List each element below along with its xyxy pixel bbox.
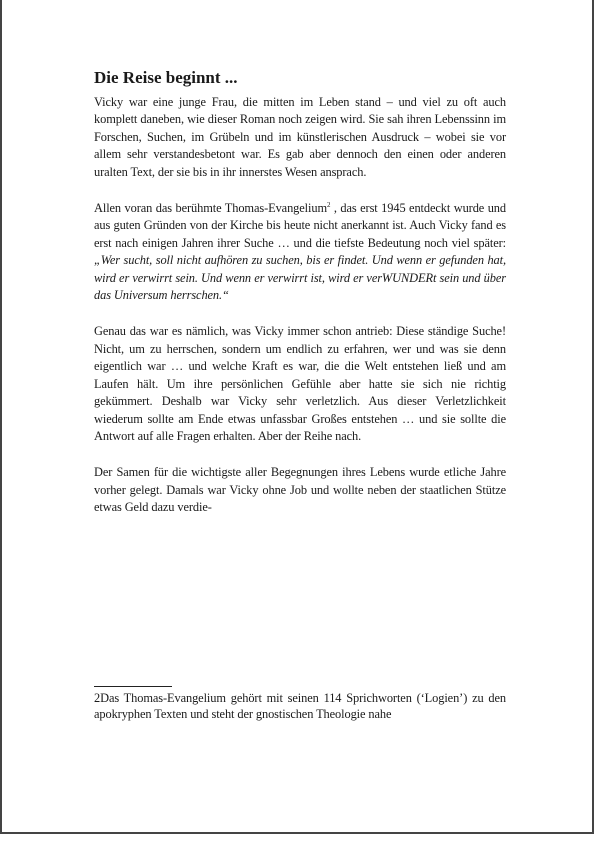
- footnote-reference: 2: [327, 200, 331, 209]
- paragraph-2: [94, 200, 506, 304]
- page-body: [94, 68, 506, 517]
- chapter-heading: Die Reise beginnt ...: [94, 68, 238, 87]
- footnote-divider: [94, 686, 172, 687]
- paragraph-3: Genau das war es nämlich, was Vicky immer schon antrieb: Diese ständige Suche! Nicht, um zu herrschen, sondern um endlich zu erfahren, wer und was sie denn eigentlich war … und welche Kraft es war, die die Welt entstehen ließ und am Laufen hält. Um ihre persönlichen Gefühle aber hatte sie sich nie richtig gekümmert. Deshalb war Vicky sehr verletzlich. Aus dieser Verletzlichkeit wiederum sollte am Ende etwas unfassbar Großes entstehen … und sie sollte die Antwort auf alle Fragen erhalten. Aber der Reihe nach.: [94, 324, 506, 443]
- gospel-quote: „Wer sucht, soll nicht aufhören zu suchen, bis er findet. Und wenn er gefunden hat, wird er verwirrt sein. Und wenn er verwirrt ist, wird er verWUNDERt sein und über das Universum herrschen.“: [94, 253, 506, 303]
- paragraph-4: Der Samen für die wichtigste aller Begegnungen ihres Lebens wurde etliche Jahre vorher gelegt. Damals war Vicky ohne Job und wollte neben der staatlichen Stütze etwas Geld dazu verdie-: [94, 465, 506, 515]
- paragraph-2-text: , das erst 1945 entdeckt wurde und aus guten Gründen von der Kirche bis heute nicht anerkannt ist. Auch Vicky fand es erst nach einigen Jahren ihrer Suche … und die tiefste Bedeutung noch viel später:: [94, 201, 506, 250]
- paragraph-2-intro: Allen voran das berühmte Thomas-Evangelium: [94, 201, 327, 216]
- footnote: 2Das Thomas-Evangelium gehört mit seinen 114 Sprichworten (‘Logien’) zu den apokryphen Texten und steht der gnostischen Theologie nahe: [94, 691, 506, 721]
- paragraph-1: Vicky war eine junge Frau, die mitten im Leben stand – und viel zu oft auch komplett daneben, wie dieser Roman noch zeigen wird. Sie sah ihren Lebenssinn im Forschen, Suchen, im Grübeln und im künstlerischen Ausdruck – wobei sie vor allem sehr verstandesbetont war. Es gab aber dennoch den einen oder anderen uralten Text, der sie bis in ihr innerstes Wesen ansprach.: [94, 95, 506, 179]
